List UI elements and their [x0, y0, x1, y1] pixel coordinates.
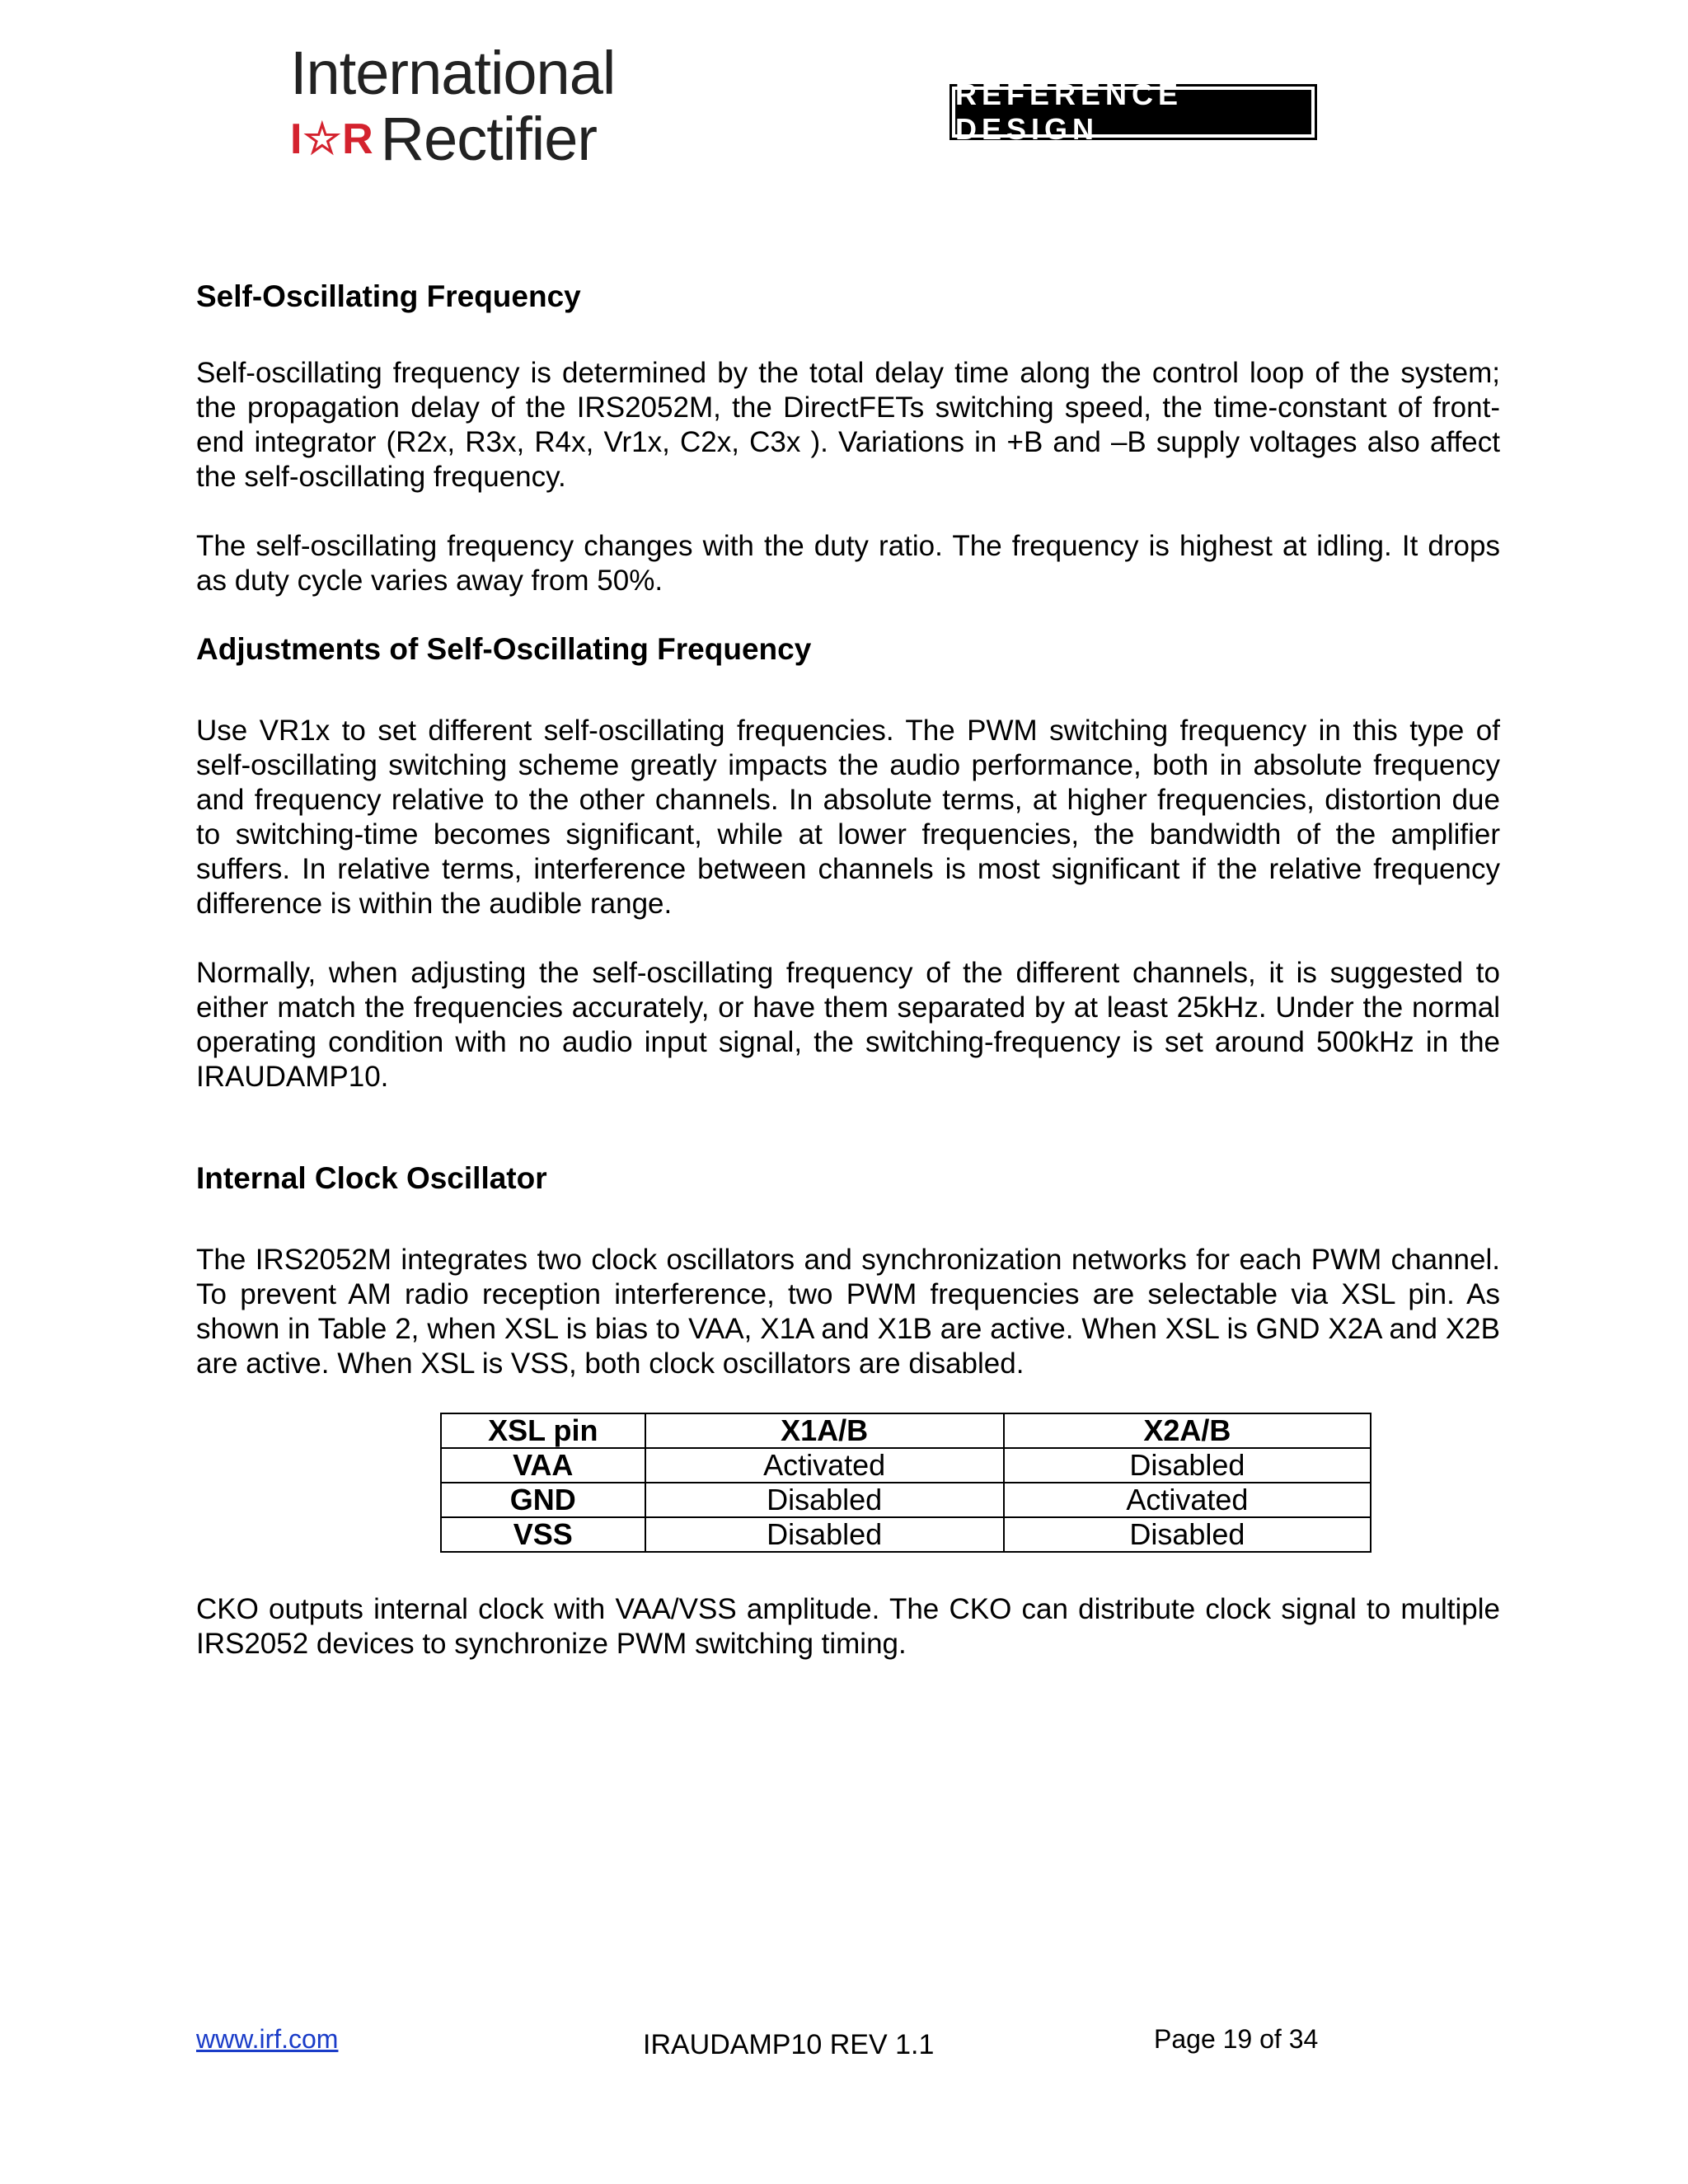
footer-website-link[interactable]: www.irf.com: [196, 2024, 339, 2054]
paragraph-s1-2: The self-oscillating frequency changes with the duty ratio. The frequency is highest at idling. It drops as duty cycle varies away from 50%.: [196, 530, 1500, 597]
footer-page-number: Page 19 of 34: [1154, 2024, 1319, 2054]
logo-line2-text: Rectifier: [380, 105, 598, 173]
section-title-internal-clock: Internal Clock Oscillator: [196, 1161, 547, 1195]
table-cell: Disabled: [645, 1483, 1004, 1517]
paragraph-s2-2: Normally, when adjusting the self-oscillating frequency of the different channels, it is suggested to either match the frequencies accurately, or have them separated by at least 25kHz. Under the normal operating condition with no audio input signal, the switching-frequency is set around 500kHz in the IRAUDAMP10.: [196, 957, 1500, 1093]
table-header-row: [441, 1413, 1371, 1448]
table-cell: GND: [441, 1483, 645, 1517]
table-cell: Activated: [1004, 1483, 1371, 1517]
table-cell: Disabled: [645, 1517, 1004, 1552]
logo-line1: International: [290, 39, 616, 107]
logo-line2: [290, 105, 598, 173]
table-header: X2A/B: [1004, 1413, 1371, 1448]
table-cell: VAA: [441, 1448, 645, 1483]
table-header: XSL pin: [441, 1413, 645, 1448]
table-row: [441, 1448, 1371, 1483]
paragraph-s2-1: Use VR1x to set different self-oscillating frequencies. The PWM switching frequency in this type of self-oscillating switching scheme greatly impacts the audio performance, both in absolute frequency and frequency relative to the other channels. In absolute terms, at higher frequencies, distortion due to switching-time becomes significant, while at lower frequencies, the bandwidth of the amplifier suffers. In relative terms, interference between channels is most significant if the relative frequency difference is within the audible range.: [196, 715, 1500, 920]
footer-doc-revision: IRAUDAMP10 REV 1.1: [643, 2029, 935, 2060]
paragraph-s3-1: The IRS2052M integrates two clock oscillators and synchronization networks for each PWM channel. To prevent AM radio reception interference, two PWM frequencies are selectable via XSL pin. As shown in Table 2, when XSL is bias to VAA, X1A and X1B are active. When XSL is GND X2A and X2B are active. When XSL is VSS, both clock oscillators are disabled.: [196, 1244, 1500, 1380]
table-cell: VSS: [441, 1517, 645, 1552]
section-title-self-oscillating: Self-Oscillating Frequency: [196, 279, 581, 313]
xsl-pin-table: [440, 1413, 1372, 1553]
table-cell: Disabled: [1004, 1517, 1371, 1552]
section-title-adjustments: Adjustments of Self-Oscillating Frequency: [196, 632, 812, 666]
table-row: [441, 1517, 1371, 1552]
table-header: X1A/B: [645, 1413, 1004, 1448]
table-row: [441, 1483, 1371, 1517]
table-cell: Disabled: [1004, 1448, 1371, 1483]
reference-design-badge: [950, 77, 1317, 146]
company-logo: [290, 39, 616, 173]
paragraph-s3-2: CKO outputs internal clock with VAA/VSS amplitude. The CKO can distribute clock signal to multiple IRS2052 devices to synchronize PWM switching timing.: [196, 1593, 1500, 1660]
badge-label: REFERENCE DESIGN: [955, 90, 1311, 134]
ior-logo-mark: I☆R: [290, 115, 374, 163]
paragraph-s1-1: Self-oscillating frequency is determined by the total delay time along the control loop of the system; the propagation delay of the IRS2052M, the DirectFETs switching speed, the time-constant of front-end integrator (R2x, R3x, R4x, Vr1x, C2x, C3x ). Variations in +B and –B supply voltages also affect the self-oscillating frequency.: [196, 357, 1500, 493]
table-cell: Activated: [645, 1448, 1004, 1483]
